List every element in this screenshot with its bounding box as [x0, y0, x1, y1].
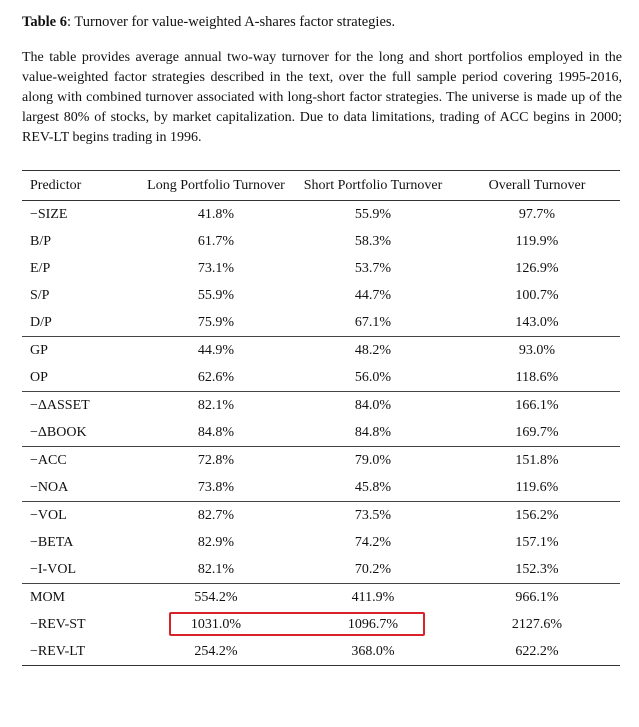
- table-row: [22, 391, 620, 419]
- long-turnover-cell: 554.2%: [194, 589, 238, 605]
- overall-turnover-cell: 97.7%: [518, 206, 556, 222]
- short-turnover-cell: 84.8%: [354, 424, 392, 440]
- table-row: [22, 638, 620, 665]
- overall-turnover-cell: 93.0%: [518, 342, 556, 358]
- description-line: value-weighted factor strategies described in the text, over the full sample period covering 1995-2016,: [22, 70, 622, 85]
- predictor-cell: B/P: [30, 233, 52, 249]
- caption-text: : Turnover for value-weighted A-shares factor strategies.: [67, 14, 396, 30]
- overall-turnover-cell: 2127.6%: [511, 616, 563, 632]
- long-turnover-cell: 82.9%: [197, 534, 235, 550]
- short-turnover-cell: 45.8%: [354, 479, 392, 495]
- table-row: [22, 556, 620, 583]
- overall-turnover-cell: 143.0%: [515, 314, 559, 330]
- description-line: REV-LT begins trading in 1996.: [22, 130, 202, 145]
- predictor-cell: GP: [30, 342, 48, 358]
- predictor-cell: OP: [30, 369, 48, 385]
- long-turnover-cell: 82.1%: [197, 561, 235, 577]
- short-turnover-cell: 53.7%: [354, 260, 392, 276]
- overall-turnover-cell: 166.1%: [515, 397, 559, 413]
- predictor-cell: −BETA: [30, 534, 74, 550]
- long-turnover-cell: 44.9%: [197, 342, 235, 358]
- predictor-cell: MOM: [30, 589, 66, 605]
- table-row: [22, 228, 620, 255]
- long-turnover-cell: 82.1%: [197, 397, 235, 413]
- long-turnover-cell: 55.9%: [197, 287, 235, 303]
- description-line: The table provides average annual two-way turnover for the long and short portfolios employed in the: [22, 50, 622, 65]
- short-turnover-cell: 48.2%: [354, 342, 392, 358]
- overall-turnover-cell: 118.6%: [515, 369, 559, 385]
- long-turnover-cell: 41.8%: [197, 206, 235, 222]
- highlight-box: [169, 612, 425, 636]
- short-turnover-cell: 44.7%: [354, 287, 392, 303]
- long-turnover-cell: 84.8%: [197, 424, 235, 440]
- overall-turnover-cell: 126.9%: [515, 260, 559, 276]
- predictor-cell: −NOA: [30, 479, 69, 495]
- table-row: [22, 446, 620, 474]
- short-turnover-cell: 1096.7%: [347, 616, 399, 632]
- table-row: [22, 501, 620, 529]
- overall-turnover-cell: 119.9%: [515, 233, 559, 249]
- short-turnover-cell: 368.0%: [351, 643, 395, 659]
- header-short-turnover: Short Portfolio Turnover: [303, 177, 443, 193]
- long-turnover-cell: 1031.0%: [190, 616, 242, 632]
- overall-turnover-cell: 119.6%: [515, 479, 559, 495]
- short-turnover-cell: 84.0%: [354, 397, 392, 413]
- table-row: [22, 419, 620, 446]
- predictor-cell: S/P: [30, 287, 50, 303]
- overall-turnover-cell: 622.2%: [515, 643, 559, 659]
- long-turnover-cell: 73.8%: [197, 479, 235, 495]
- description-line: along with combined turnover associated with long-short factor strategies. The universe is made up of the: [22, 90, 622, 105]
- short-turnover-cell: 67.1%: [354, 314, 392, 330]
- table-row: [22, 529, 620, 556]
- table-description: [22, 48, 622, 148]
- predictor-cell: −REV-ST: [30, 616, 86, 632]
- short-turnover-cell: 79.0%: [354, 452, 392, 468]
- predictor-cell: −REV-LT: [30, 643, 86, 659]
- short-turnover-cell: 55.9%: [354, 206, 392, 222]
- short-turnover-cell: 70.2%: [354, 561, 392, 577]
- short-turnover-cell: 56.0%: [354, 369, 392, 385]
- overall-turnover-cell: 152.3%: [515, 561, 559, 577]
- caption-label: Table 6: [22, 14, 67, 30]
- table-row: [22, 364, 620, 391]
- table-body: [22, 201, 620, 665]
- predictor-cell: D/P: [30, 314, 52, 330]
- long-turnover-cell: 61.7%: [197, 233, 235, 249]
- header-long-turnover: Long Portfolio Turnover: [147, 177, 285, 193]
- table-row: [22, 583, 620, 611]
- table-header-row: [22, 171, 620, 201]
- predictor-cell: −VOL: [30, 507, 67, 523]
- long-turnover-cell: 72.8%: [197, 452, 235, 468]
- short-turnover-cell: 58.3%: [354, 233, 392, 249]
- overall-turnover-cell: 151.8%: [515, 452, 559, 468]
- header-predictor: Predictor: [30, 177, 82, 193]
- predictor-cell: −ΔASSET: [30, 397, 90, 413]
- short-turnover-cell: 73.5%: [354, 507, 392, 523]
- overall-turnover-cell: 100.7%: [515, 287, 559, 303]
- predictor-cell: −I-VOL: [30, 561, 76, 577]
- predictor-cell: −ACC: [30, 452, 67, 468]
- turnover-table: [22, 170, 620, 666]
- predictor-cell: −SIZE: [30, 206, 68, 222]
- table-row: [22, 201, 620, 228]
- description-line: largest 80% of stocks, by market capitalization. Due to data limitations, trading of ACC begins in 2000;: [22, 110, 622, 125]
- header-overall-turnover: Overall Turnover: [488, 177, 586, 193]
- long-turnover-cell: 75.9%: [197, 314, 235, 330]
- table-row: [22, 255, 620, 282]
- predictor-cell: E/P: [30, 260, 51, 276]
- predictor-cell: −ΔBOOK: [30, 424, 87, 440]
- table-caption: [22, 14, 395, 31]
- long-turnover-cell: 82.7%: [197, 507, 235, 523]
- short-turnover-cell: 411.9%: [351, 589, 395, 605]
- long-turnover-cell: 254.2%: [194, 643, 238, 659]
- overall-turnover-cell: 966.1%: [515, 589, 559, 605]
- overall-turnover-cell: 169.7%: [515, 424, 559, 440]
- short-turnover-cell: 74.2%: [354, 534, 392, 550]
- long-turnover-cell: 73.1%: [197, 260, 235, 276]
- long-turnover-cell: 62.6%: [197, 369, 235, 385]
- table-row: [22, 336, 620, 364]
- overall-turnover-cell: 156.2%: [515, 507, 559, 523]
- overall-turnover-cell: 157.1%: [515, 534, 559, 550]
- table-row: [22, 474, 620, 501]
- table-row: [22, 309, 620, 336]
- table-row: [22, 282, 620, 309]
